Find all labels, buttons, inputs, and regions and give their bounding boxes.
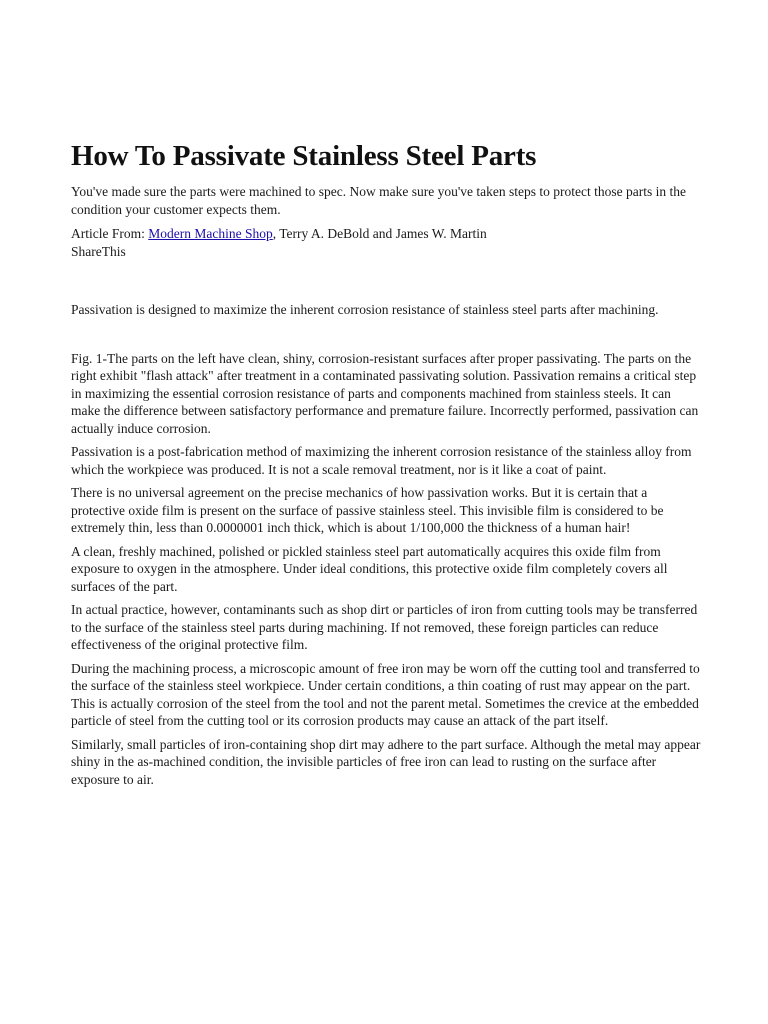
byline-authors: , Terry A. DeBold and James W. Martin: [272, 226, 487, 241]
article-byline: [71, 225, 703, 243]
intro-paragraph: Passivation is designed to maximize the inherent corrosion resistance of stainless steel parts after machining.: [71, 302, 659, 317]
paragraph-fig-caption: Fig. 1-The parts on the left have clean, shiny, corrosion-resistant surfaces after proper passivating. The parts on the right exhibit "flash attack" after treatment in a contaminated passivating solution. Passivation remains a critical step in maximizing the essential corrosion resistance of parts and components machined from stainless steels. It can make the difference between satisfactory performance and premature failure. Incorrectly performed, passivation can actually induce corrosion.: [71, 350, 699, 436]
article-title: How To Passivate Stainless Steel Parts: [71, 140, 537, 172]
paragraph: A clean, freshly machined, polished or pickled stainless steel part automatically acquires this oxide film from exposure to oxygen in the atmosphere. Under ideal conditions, this protective oxide film completely covers all surfaces of the part.: [71, 543, 668, 594]
article-body: [71, 137, 703, 794]
paragraph: There is no universal agreement on the precise mechanics of how passivation works. But it is certain that a protective oxide film is present on the surface of passive stainless steel. This invisible film is considered to be extremely thin, less than 0.0000001 inch thick, which is about 1/100,000 the thickness of a human hair!: [71, 485, 664, 535]
article-dek: You've made sure the parts were machined to spec. Now make sure you've taken steps to protect those parts in the condition your customer expects them.: [71, 184, 686, 217]
source-link[interactable]: Modern Machine Shop: [148, 226, 273, 241]
paragraph: During the machining process, a microscopic amount of free iron may be worn off the cutting tool and transferred to the surface of the stainless steel workpiece. Under certain conditions, a thin coating of rust may appear on the part. This is actually corrosion of the steel from the tool and not the parent metal. Sometimes the crevice at the embedded particle of steel from the cutting tool or its corrosion products may cause an attack of the part itself.: [71, 660, 700, 728]
byline-prefix: Article From:: [71, 226, 149, 241]
paragraph: Similarly, small particles of iron-containing shop dirt may adhere to the part surface. Although the metal may appear shiny in the as-machined condition, the invisible particles of free iron can lead to rusting on the surface after exposure to air.: [71, 736, 701, 787]
paragraph: In actual practice, however, contaminants such as shop dirt or particles of iron from cutting tools may be transferred to the surface of the stainless steel parts during machining. If not removed, these foreign particles can reduce effectiveness of the original protective film.: [71, 602, 698, 652]
share-this-link[interactable]: ShareThis: [71, 243, 126, 259]
paragraph: Passivation is a post-fabrication method of maximizing the inherent corrosion resistance of the stainless alloy from which the workpiece was produced. It is not a scale removal treatment, nor is it like a coat of paint.: [71, 444, 692, 477]
